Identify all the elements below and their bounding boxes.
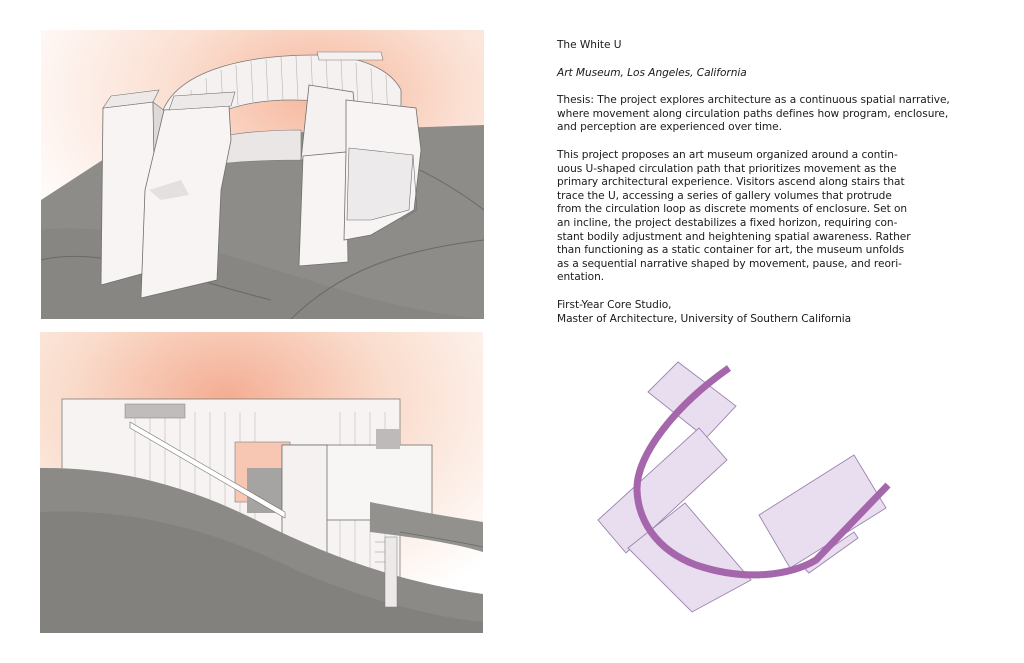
description-line: This project proposes an art museum organized around a contin- <box>557 148 898 161</box>
credit-paragraph <box>557 299 952 326</box>
aerial-rendering <box>41 30 484 319</box>
description-line: trace the U, accessing a series of gallery volumes that protrude <box>557 189 892 202</box>
description-line: than functioning as a static container for art, the museum unfolds <box>557 244 905 257</box>
description-line: from the circulation loop as discrete moments of enclosure. Set on <box>557 203 908 216</box>
thesis-paragraph <box>557 94 952 135</box>
thesis-text: Thesis: The project explores architecture as a continuous spatial narrative, where movement along circulation paths defines how program, enclosure, and perception are experienced over time. <box>557 94 950 134</box>
description-line: as a sequential narrative shaped by movement, pause, and reori- <box>557 257 902 270</box>
side-rendering <box>40 332 483 633</box>
project-text <box>557 39 952 340</box>
description-paragraph <box>557 149 952 285</box>
project-title: The White U <box>557 39 622 51</box>
description-line: primary architectural experience. Visitors ascend along stairs that <box>557 176 905 189</box>
description-line: an incline, the project destabilizes a fixed horizon, requiring con- <box>557 216 898 229</box>
credit-line-school: Master of Architecture, University of Southern California <box>557 312 852 325</box>
plan-diagram <box>596 360 892 615</box>
project-subtitle: Art Museum, Los Angeles, California <box>557 66 747 79</box>
description-line: entation. <box>557 271 605 284</box>
description-line: uous U-shaped circulation path that prioritizes movement as the <box>557 162 897 175</box>
credit-line-studio: First-Year Core Studio, <box>557 298 672 311</box>
description-line: stant bodily adjustment and heightening spatial awareness. Rather <box>557 230 911 243</box>
